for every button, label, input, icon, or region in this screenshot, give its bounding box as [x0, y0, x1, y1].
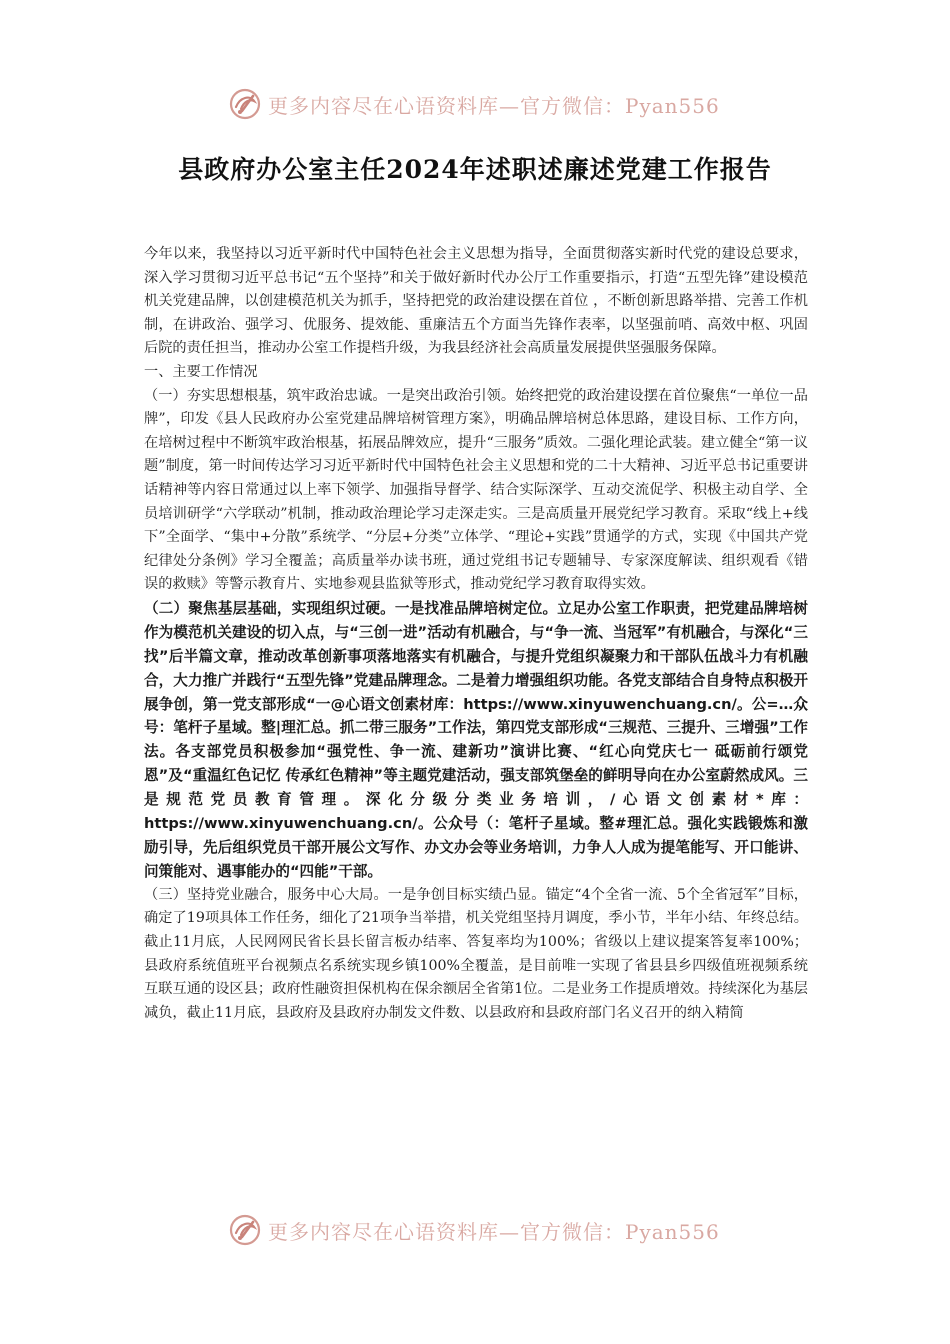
intro-paragraph: 今年以来，我坚持以习近平新时代中国特色社会主义思想为指导，全面贯彻落实新时代党的建设总要求，深入学习贯彻习近平总书记“五个坚持”和关于做好新时代办公厅工作重要指示，打造“五型先锋”建设模范机关党建品牌，以创建模范机关为抓手，坚持把党的政治建设摆在首位 ，不断创新思路举措、完善工作机制，在讲政治、强学习、优服务、提效能、重廉洁五个方面当先锋作表率，以坚强前哨、高效中枢、巩固后院的责任担当，推动办公室工作提档升级，为我县经济社会高质量发展提供坚强服务保障。: [144, 246, 808, 357]
paragraph-1: （一）夯实思想根基，筑牢政治忠诚。一是突出政治引领。始终把党的政治建设摆在首位聚焦“一单位一品牌”，印发《县人民政府办公室党建品牌培树管理方案》，明确品牌培树总体思路，建设目标、工作方向，在培树过程中不断筑牢政治根基，拓展品牌效应，提升“三服务”质效。二强化理论武装。建立健全“第一议题”制度，第一时间传达学习习近平新时代中国特色社会主义思想和党的二十大精神、习近平总书记重要讲话精神等内容日常通过以上率下领学、加强指导督学、结合实际深学、互动交流促学、积极主动自学、全员培训研学“六学联动”机制，推动政治理论学习走深走实。三是高质量开展党纪学习教育。采取“线上+线下”全面学、“集中+分散”系统学、“分层+分类”立体学、“理论+实践”贯通学的方式，实现《中国共产党纪律处分条例》学习全覆盖；高质量举办读书班，通过党组书记专题辅导、专家深度解读、组织观看《错误的救赎》等警示教育片、实地参观县监狱等形式，推动党纪学习教育取得实效。: [144, 387, 808, 593]
watermark-text: 更多内容尽在心语资料库—官方微信：Pyan556: [268, 93, 720, 118]
watermark-text: 更多内容尽在心语资料库—官方微信：Pyan556: [268, 1219, 720, 1244]
pen-swirl-logo-icon: [228, 87, 262, 121]
document-title: 县政府办公室主任2024年述职述廉述党建工作报告: [178, 155, 772, 184]
watermark-banner-bottom: [0, 1210, 950, 1250]
section-heading: 一、主要工作情况: [144, 363, 258, 380]
watermark-banner-top: [0, 84, 950, 124]
paragraph-3: （三）坚持党业融合，服务中心大局。一是争创目标实绩凸显。锚定“4个全省一流、5个全省冠军”目标，确定了19项具体工作任务，细化了21项争当举措，机关党组坚持月调度，季小节，半年小结、年终总结。截止11月底，人民网网民省长县长留言板办结率、答复率均为100%；省级以上建议提案答复率100%；县政府系统值班平台视频点名系统实现乡镇100%全覆盖，是目前唯一实现了省县县乡四级值班视频系统互联互通的设区县；政府性融资担保机构在保余额居全省第1位。二是业务工作提质增效。持续深化为基层减负，截止11月底，县政府及县政府办制发文件数、以县政府和县政府部门名义召开的纳入精简: [144, 886, 808, 1021]
pen-swirl-logo-icon: [228, 1213, 262, 1247]
document-body: [144, 243, 808, 1025]
paragraph-2: （二）聚焦基层基础，实现组织过硬。一是找准品牌培树定位。立足办公室工作职责，把党建品牌培树作为模范机关建设的切入点，与“三创一进”活动有机融合，与“争一流、当冠军”有机融合，与深化“三找”后半篇文章，推动改革创新事项落地落实有机融合，与提升党组织凝聚力和干部队伍战斗力有机融合，大力推广并践行“五型先锋”党建品牌理念。二是着力增强组织功能。各党支部结合自身特点积极开展争创，第一党支部形成“一@心语文创素材库：https://www.xinyuwenchuang.cn/。公=…众号：笔杆子星域。整|理汇总。抓二带三服务”工作法，第四党支部形成“三规范、三提升、三增强”工作法。各支部党员积极参加“强党性、争一流、建新功”演讲比赛、“红心向党庆七一 砥砺前行颂党恩”及“重温红色记忆 传承红色精神”等主题党建活动，强支部筑堡垒的鲜明导向在办公室蔚然成风。三是规范党员教育管理。深化分级分类业务培训，/心语文创素材*库：https://www.xinyuwenchuang.cn/。公众号（：笔杆子星域。整#理汇总。强化实践锻炼和激励引导，先后组织党员干部开展公文写作、办文办会等业务培训，力争人人成为提笔能写、开口能讲、问策能对、遇事能办的“四能”干部。: [144, 599, 808, 880]
